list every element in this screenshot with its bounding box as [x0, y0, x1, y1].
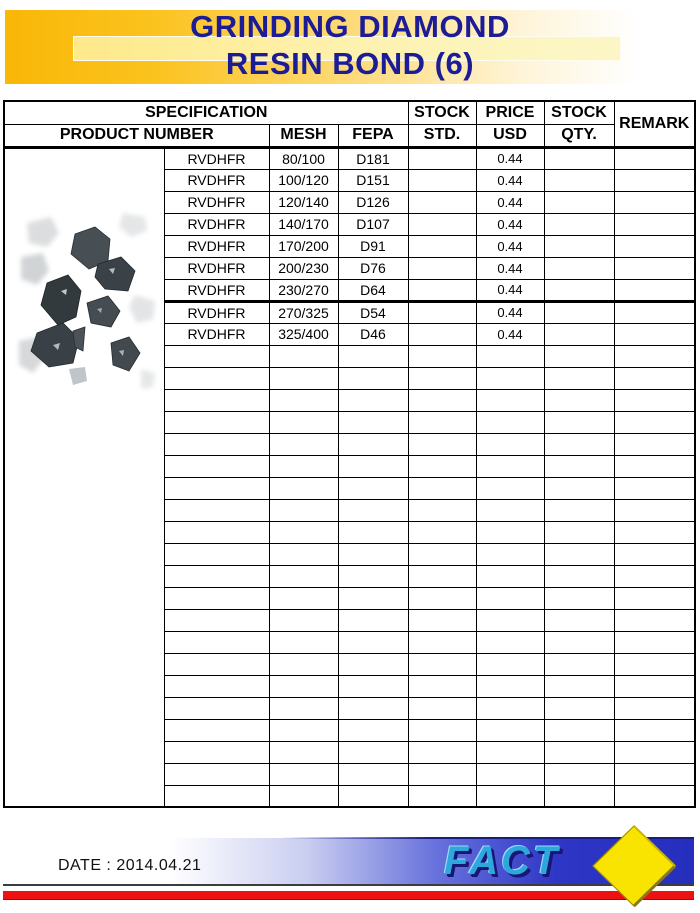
stock-qty-cell: [544, 323, 614, 345]
stock-qty-cell: [544, 257, 614, 279]
empty-cell: [476, 367, 544, 389]
empty-cell: [614, 455, 695, 477]
product-cell: RVDHFR: [164, 257, 269, 279]
empty-cell: [408, 631, 476, 653]
stock-std-cell: [408, 169, 476, 191]
price-cell: 0.44: [476, 301, 544, 323]
empty-cell: [338, 411, 408, 433]
empty-cell: [476, 719, 544, 741]
empty-cell: [164, 653, 269, 675]
empty-cell: [338, 719, 408, 741]
header-stock-qty-top: STOCK: [544, 101, 614, 124]
stock-std-cell: [408, 235, 476, 257]
empty-cell: [269, 455, 338, 477]
empty-cell: [476, 521, 544, 543]
product-cell: RVDHFR: [164, 323, 269, 345]
mesh-cell: 200/230: [269, 257, 338, 279]
remark-cell: [614, 279, 695, 301]
empty-cell: [408, 521, 476, 543]
empty-cell: [269, 675, 338, 697]
empty-cell: [408, 455, 476, 477]
empty-cell: [164, 345, 269, 367]
empty-cell: [476, 785, 544, 807]
empty-cell: [338, 609, 408, 631]
empty-cell: [269, 367, 338, 389]
price-cell: 0.44: [476, 169, 544, 191]
empty-cell: [164, 609, 269, 631]
empty-cell: [164, 367, 269, 389]
price-cell: 0.44: [476, 279, 544, 301]
stock-std-cell: [408, 257, 476, 279]
empty-cell: [164, 499, 269, 521]
empty-cell: [614, 697, 695, 719]
empty-cell: [544, 719, 614, 741]
empty-cell: [164, 675, 269, 697]
empty-cell: [476, 499, 544, 521]
stock-std-cell: [408, 323, 476, 345]
empty-cell: [544, 697, 614, 719]
header-remark: REMARK: [614, 101, 695, 147]
empty-cell: [269, 763, 338, 785]
empty-cell: [614, 477, 695, 499]
empty-cell: [544, 345, 614, 367]
empty-cell: [408, 411, 476, 433]
empty-cell: [338, 697, 408, 719]
empty-cell: [338, 675, 408, 697]
table-row: [4, 147, 695, 169]
product-photo-cell: [4, 147, 164, 807]
empty-cell: [338, 455, 408, 477]
empty-cell: [338, 499, 408, 521]
header-row-1: [4, 101, 695, 124]
empty-cell: [476, 675, 544, 697]
stock-qty-cell: [544, 147, 614, 169]
empty-cell: [476, 477, 544, 499]
empty-cell: [614, 587, 695, 609]
empty-cell: [269, 433, 338, 455]
fepa-cell: D76: [338, 257, 408, 279]
table-header: [4, 101, 695, 147]
price-cell: 0.44: [476, 235, 544, 257]
empty-cell: [476, 411, 544, 433]
empty-cell: [408, 543, 476, 565]
remark-cell: [614, 191, 695, 213]
empty-cell: [338, 367, 408, 389]
mesh-cell: 120/140: [269, 191, 338, 213]
empty-cell: [544, 543, 614, 565]
empty-cell: [614, 389, 695, 411]
fepa-cell: D107: [338, 213, 408, 235]
product-cell: RVDHFR: [164, 235, 269, 257]
empty-cell: [614, 631, 695, 653]
empty-cell: [338, 587, 408, 609]
empty-cell: [614, 521, 695, 543]
empty-cell: [338, 763, 408, 785]
empty-cell: [269, 653, 338, 675]
empty-cell: [269, 345, 338, 367]
fepa-cell: D46: [338, 323, 408, 345]
empty-cell: [269, 543, 338, 565]
mesh-cell: 80/100: [269, 147, 338, 169]
empty-cell: [164, 411, 269, 433]
empty-cell: [544, 653, 614, 675]
stock-std-cell: [408, 279, 476, 301]
empty-cell: [476, 741, 544, 763]
empty-cell: [269, 389, 338, 411]
empty-cell: [269, 741, 338, 763]
page-title-line2: RESIN BOND (6): [225, 46, 475, 81]
empty-cell: [269, 719, 338, 741]
empty-cell: [269, 565, 338, 587]
fepa-cell: D181: [338, 147, 408, 169]
empty-cell: [338, 433, 408, 455]
empty-cell: [408, 697, 476, 719]
empty-cell: [614, 345, 695, 367]
price-cell: 0.44: [476, 147, 544, 169]
empty-cell: [476, 653, 544, 675]
fepa-cell: D64: [338, 279, 408, 301]
empty-cell: [614, 367, 695, 389]
empty-cell: [544, 631, 614, 653]
empty-cell: [408, 741, 476, 763]
header-specification: SPECIFICATION: [4, 101, 408, 124]
empty-cell: [544, 565, 614, 587]
empty-cell: [408, 675, 476, 697]
fepa-cell: D54: [338, 301, 408, 323]
date-label: DATE : 2014.04.21: [58, 857, 202, 874]
empty-cell: [544, 675, 614, 697]
empty-cell: [614, 675, 695, 697]
empty-cell: [614, 609, 695, 631]
remark-cell: [614, 301, 695, 323]
empty-cell: [164, 455, 269, 477]
empty-cell: [408, 565, 476, 587]
diamond-grit-photo: [13, 199, 161, 407]
product-cell: RVDHFR: [164, 191, 269, 213]
empty-cell: [269, 785, 338, 807]
empty-cell: [476, 763, 544, 785]
empty-cell: [476, 433, 544, 455]
empty-cell: [164, 433, 269, 455]
header-price-bottom: USD: [476, 124, 544, 147]
header-row-2: [4, 124, 695, 147]
remark-cell: [614, 213, 695, 235]
empty-cell: [476, 345, 544, 367]
empty-cell: [614, 653, 695, 675]
empty-cell: [544, 785, 614, 807]
empty-cell: [544, 587, 614, 609]
empty-cell: [269, 609, 338, 631]
empty-cell: [269, 499, 338, 521]
stock-qty-cell: [544, 213, 614, 235]
remark-cell: [614, 147, 695, 169]
mesh-cell: 230/270: [269, 279, 338, 301]
price-cell: 0.44: [476, 323, 544, 345]
header-fepa: FEPA: [338, 124, 408, 147]
empty-cell: [408, 719, 476, 741]
empty-cell: [614, 763, 695, 785]
empty-cell: [408, 389, 476, 411]
header-stock-std-bottom: STD.: [408, 124, 476, 147]
product-cell: RVDHFR: [164, 279, 269, 301]
fepa-cell: D91: [338, 235, 408, 257]
empty-cell: [164, 521, 269, 543]
stock-std-cell: [408, 147, 476, 169]
empty-cell: [338, 741, 408, 763]
header-stock-qty-bottom: QTY.: [544, 124, 614, 147]
stock-qty-cell: [544, 235, 614, 257]
empty-cell: [338, 345, 408, 367]
stock-qty-cell: [544, 169, 614, 191]
empty-cell: [269, 631, 338, 653]
empty-cell: [614, 411, 695, 433]
empty-cell: [408, 477, 476, 499]
empty-cell: [614, 565, 695, 587]
empty-cell: [164, 719, 269, 741]
empty-cell: [544, 609, 614, 631]
price-cell: 0.44: [476, 213, 544, 235]
empty-cell: [338, 543, 408, 565]
empty-cell: [544, 521, 614, 543]
stock-std-cell: [408, 213, 476, 235]
empty-cell: [338, 785, 408, 807]
empty-cell: [408, 367, 476, 389]
product-cell: RVDHFR: [164, 147, 269, 169]
empty-cell: [544, 763, 614, 785]
empty-cell: [269, 477, 338, 499]
empty-cell: [408, 433, 476, 455]
empty-cell: [476, 609, 544, 631]
empty-cell: [476, 565, 544, 587]
empty-cell: [544, 499, 614, 521]
empty-cell: [476, 389, 544, 411]
empty-cell: [408, 653, 476, 675]
empty-cell: [476, 543, 544, 565]
brand-logo: FACT: [444, 839, 561, 883]
page-title-line1: GRINDING DIAMOND: [190, 9, 510, 44]
empty-cell: [476, 587, 544, 609]
empty-cell: [544, 367, 614, 389]
mesh-cell: 325/400: [269, 323, 338, 345]
empty-cell: [408, 587, 476, 609]
empty-cell: [164, 587, 269, 609]
stock-qty-cell: [544, 191, 614, 213]
empty-cell: [338, 477, 408, 499]
empty-cell: [476, 631, 544, 653]
product-cell: RVDHFR: [164, 213, 269, 235]
empty-cell: [338, 521, 408, 543]
empty-cell: [614, 433, 695, 455]
header-product-number: PRODUCT NUMBER: [4, 124, 269, 147]
mesh-cell: 100/120: [269, 169, 338, 191]
empty-cell: [164, 477, 269, 499]
table-body: [4, 147, 695, 807]
empty-cell: [164, 741, 269, 763]
empty-cell: [408, 345, 476, 367]
empty-cell: [269, 521, 338, 543]
empty-cell: [614, 719, 695, 741]
empty-cell: [338, 565, 408, 587]
empty-cell: [614, 785, 695, 807]
empty-cell: [164, 565, 269, 587]
header-stock-std-top: STOCK: [408, 101, 476, 124]
header-mesh: MESH: [269, 124, 338, 147]
empty-cell: [164, 697, 269, 719]
stock-std-cell: [408, 191, 476, 213]
stock-qty-cell: [544, 279, 614, 301]
mesh-cell: 170/200: [269, 235, 338, 257]
diamond-icon: [589, 824, 679, 908]
empty-cell: [408, 785, 476, 807]
empty-cell: [408, 609, 476, 631]
price-cell: 0.44: [476, 257, 544, 279]
remark-cell: [614, 169, 695, 191]
empty-cell: [544, 389, 614, 411]
product-cell: RVDHFR: [164, 301, 269, 323]
empty-cell: [614, 741, 695, 763]
empty-cell: [476, 697, 544, 719]
empty-cell: [614, 543, 695, 565]
empty-cell: [544, 741, 614, 763]
stock-std-cell: [408, 301, 476, 323]
empty-cell: [164, 631, 269, 653]
empty-cell: [164, 389, 269, 411]
empty-cell: [338, 631, 408, 653]
remark-cell: [614, 323, 695, 345]
spec-table: [3, 100, 696, 808]
empty-cell: [544, 433, 614, 455]
mesh-cell: 270/325: [269, 301, 338, 323]
empty-cell: [164, 543, 269, 565]
empty-cell: [338, 653, 408, 675]
empty-cell: [164, 785, 269, 807]
empty-cell: [269, 587, 338, 609]
empty-cell: [544, 477, 614, 499]
empty-cell: [544, 455, 614, 477]
mesh-cell: 140/170: [269, 213, 338, 235]
fepa-cell: D151: [338, 169, 408, 191]
empty-cell: [338, 389, 408, 411]
empty-cell: [269, 697, 338, 719]
empty-cell: [408, 763, 476, 785]
empty-cell: [164, 763, 269, 785]
empty-cell: [269, 411, 338, 433]
empty-cell: [544, 411, 614, 433]
stock-qty-cell: [544, 301, 614, 323]
remark-cell: [614, 257, 695, 279]
page-title: [0, 8, 700, 82]
remark-cell: [614, 235, 695, 257]
empty-cell: [614, 499, 695, 521]
price-cell: 0.44: [476, 191, 544, 213]
header-price-top: PRICE: [476, 101, 544, 124]
fepa-cell: D126: [338, 191, 408, 213]
product-cell: RVDHFR: [164, 169, 269, 191]
empty-cell: [408, 499, 476, 521]
empty-cell: [476, 455, 544, 477]
